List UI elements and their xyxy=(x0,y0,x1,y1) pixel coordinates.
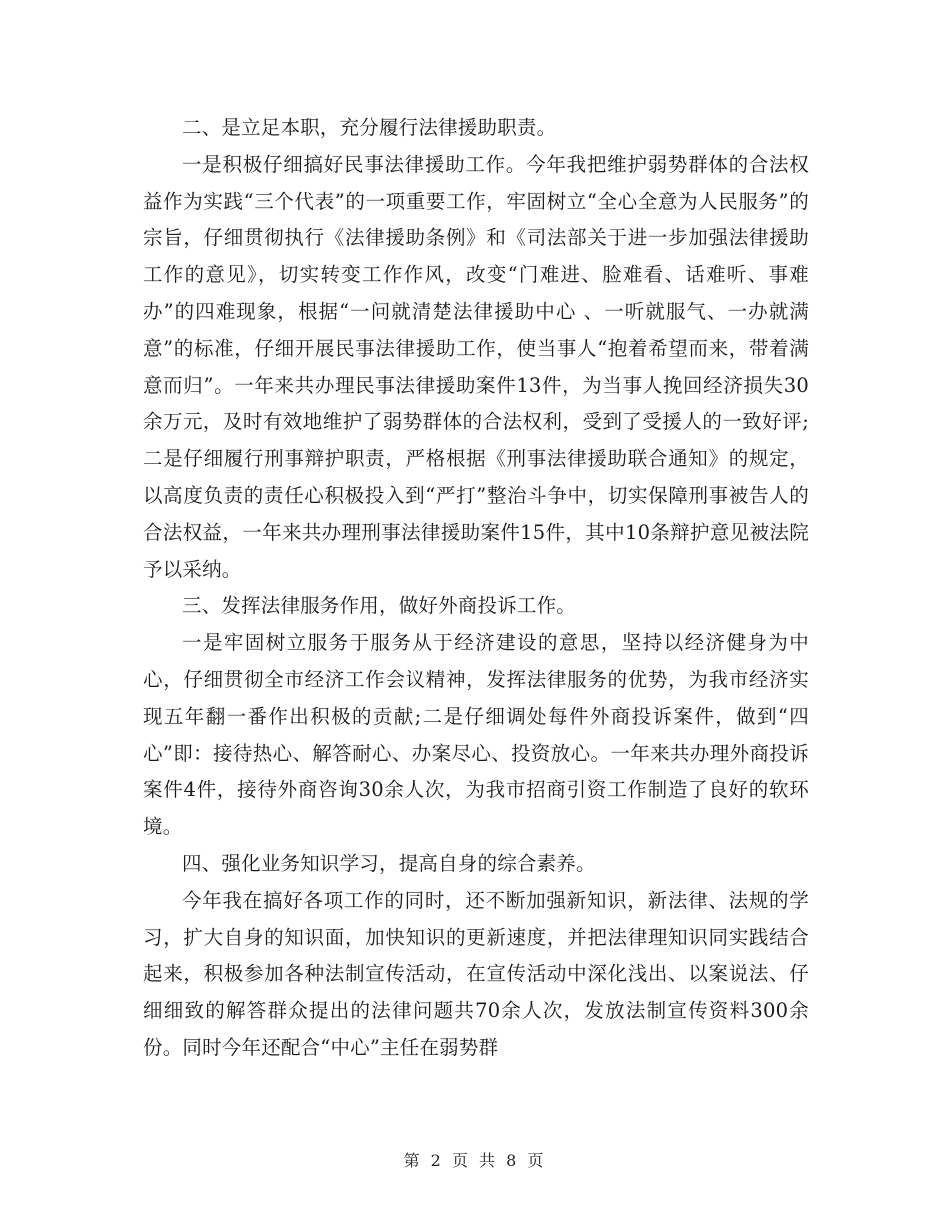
paragraph-foreign-complaints: 一是牢固树立服务于服务从于经济建设的意思，坚持以经济健身为中心，仔细贯彻全市经济工作会议精神，发挥法律服务的优势，为我市经济实现五年翻一番作出积极的贡献;二是仔细调处每件外商投诉案件，做到“四心”即：接待热心、解答耐心、办案尽心、投资放心。一年来共办理外商投诉案件4件，接待外商咨询30余人次，为我市招商引资工作制造了良好的软环境。 xyxy=(143,631,809,839)
section-heading-3: 三、发挥法律服务作用，做好外商投诉工作。 xyxy=(182,594,577,618)
paragraph-study-training: 今年我在搞好各项工作的同时，还不断加强新知识，新法律、法规的学习，扩大自身的知识面，加快知识的更新速度，并把法律理知识同实践结合起来，积极参加各种法制宣传活动，在宣传活动中深化浅出、以案说法、仔细细致的解答群众提出的法律问题共70余人次，发放法制宣传资料300余份。同时今年还配合“中心”主任在弱势群 xyxy=(143,888,809,1059)
section-heading-4: 四、强化业务知识学习，提高自身的综合素养。 xyxy=(182,851,596,875)
document-body xyxy=(143,110,809,1067)
page-number-footer: 第 2 页 共 8 页 xyxy=(403,1151,547,1170)
paragraph-civil-legal-aid: 一是积极仔细搞好民事法律援助工作。今年我把维护弱势群体的合法权益作为实践“三个代表”的一项重要工作，牢固树立“全心全意为人民服务”的宗旨，仔细贯彻执行《法律援助条例》和《司法部关于进一步加强法律援助工作的意见》，切实转变工作作风，改变“门难进、脸难看、话难听、事难办”的四难现象，根据“一问就清楚法律援助中心 、一听就服气、一办就满意”的标准，仔细开展民事法律援助工作，使当事人“抱着希望而来，带着满意而归”。一年来共办理民事法律援助案件13件，为当事人挽回经济损失30余万元，及时有效地维护了弱势群体的合法权利，受到了受援人的一致好评;二是仔细履行刑事辩护职责，严格根据《刑事法律援助联合通知》的规定，以高度负责的责任心积极投入到“严打”整治斗争中，切实保障刑事被告人的合法权益，一年来共办理刑事法律援助案件15件，其中10条辩护意见被法院予以采纳。 xyxy=(143,152,809,581)
section-heading-2: 二、是立足本职，充分履行法律援助职责。 xyxy=(182,116,557,139)
